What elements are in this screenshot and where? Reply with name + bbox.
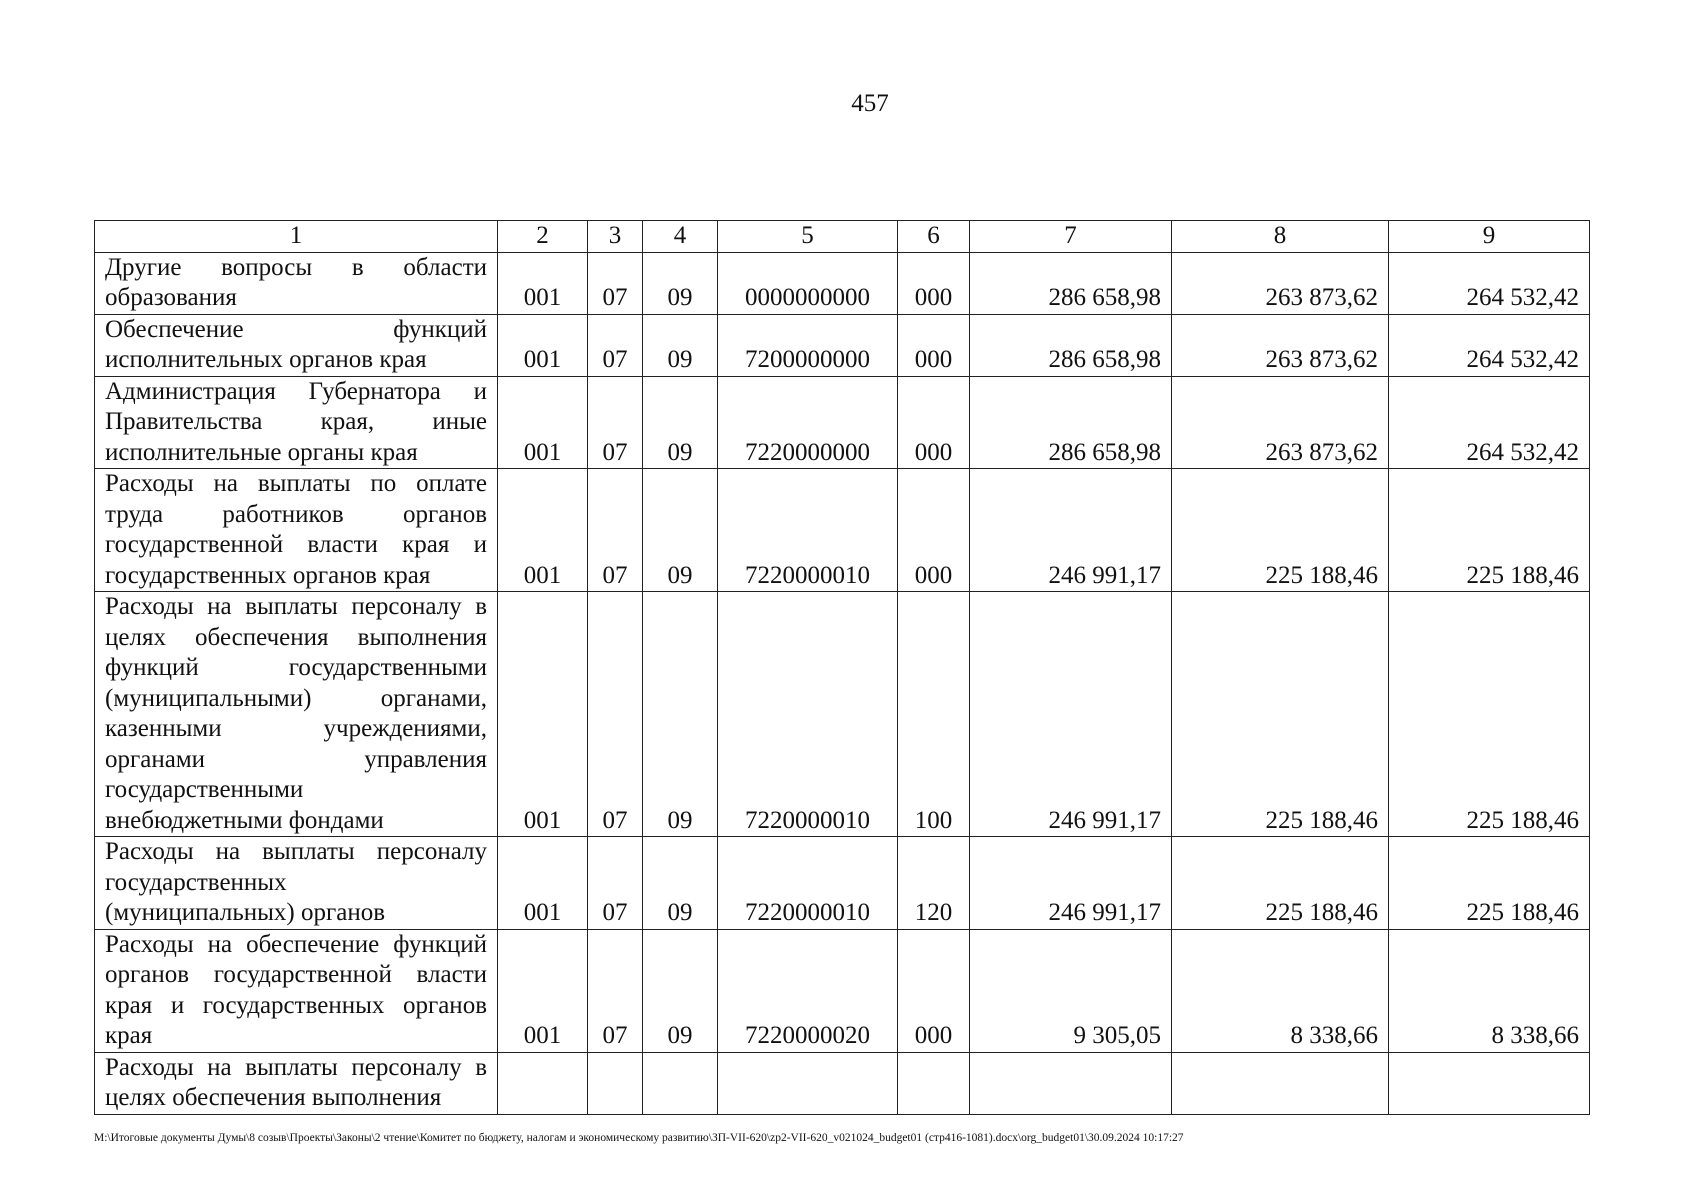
row-cell-col6: 000 [898, 252, 970, 314]
row-cell-col2: 001 [498, 929, 588, 1052]
row-cell-col7: 286 658,98 [970, 376, 1172, 469]
description-line: внебюджетными фондами [105, 806, 384, 834]
row-cell-col2: 001 [498, 314, 588, 376]
row-cell-col8: 263 873,62 [1172, 314, 1389, 376]
description-line: целях обеспечения выполнения [105, 1084, 442, 1111]
row-cell-col8: 263 873,62 [1172, 376, 1389, 469]
header-row [95, 221, 1590, 253]
description-line: (муниципальных) органов [105, 899, 386, 926]
description-line: образования [105, 284, 237, 311]
row-cell-col6: 000 [898, 376, 970, 469]
row-cell-col7: 246 991,17 [970, 837, 1172, 930]
row-description [95, 376, 498, 469]
description-line: Расходы на обеспечение функций [105, 930, 487, 958]
table-row [95, 1052, 1590, 1114]
row-cell-col5: 7220000010 [718, 837, 898, 930]
row-cell-col9: 225 188,46 [1389, 469, 1590, 592]
description-line: Другие вопросы в области [105, 253, 487, 281]
row-cell-col5: 7220000020 [718, 929, 898, 1052]
column-header: 8 [1172, 221, 1389, 253]
row-cell-col6: 000 [898, 929, 970, 1052]
table-row [95, 469, 1590, 592]
row-cell-col8: 263 873,62 [1172, 252, 1389, 314]
row-cell-col2: 001 [498, 252, 588, 314]
row-cell-col4: 09 [643, 469, 718, 592]
row-cell-col4: 09 [643, 929, 718, 1052]
row-cell-col4: 09 [643, 314, 718, 376]
row-cell-col9: 225 188,46 [1389, 837, 1590, 930]
row-cell-col8: 8 338,66 [1172, 929, 1389, 1052]
description-line: Расходы на выплаты по оплате [105, 470, 487, 497]
row-cell-col2 [498, 1052, 588, 1114]
row-cell-col4: 09 [643, 252, 718, 314]
row-description [95, 1052, 498, 1114]
row-cell-col2: 001 [498, 592, 588, 837]
row-description [95, 469, 498, 592]
description-line: Расходы на выплаты персоналу в [105, 593, 487, 620]
description-line: (муниципальными) органами, [105, 684, 487, 712]
column-header: 1 [95, 221, 498, 253]
column-header: 7 [970, 221, 1172, 253]
row-cell-col6: 000 [898, 314, 970, 376]
column-header: 6 [898, 221, 970, 253]
row-description [95, 929, 498, 1052]
table-row [95, 314, 1590, 376]
description-line: Обеспечение функций [105, 315, 487, 343]
table-row [95, 252, 1590, 314]
column-header: 9 [1389, 221, 1590, 253]
description-line: исполнительных органов края [105, 346, 427, 373]
description-line: казенными учреждениями, [105, 715, 487, 742]
row-cell-col6: 000 [898, 469, 970, 592]
table-body [95, 252, 1590, 1114]
description-line: функций государственными [105, 654, 487, 681]
budget-table [94, 220, 1590, 1115]
row-cell-col6 [898, 1052, 970, 1114]
column-header: 2 [498, 221, 588, 253]
row-cell-col7: 9 305,05 [970, 929, 1172, 1052]
row-cell-col9 [1389, 1052, 1590, 1114]
description-line: государственных органов края [105, 561, 431, 589]
row-cell-col5: 7220000000 [718, 376, 898, 469]
row-cell-col9: 264 532,42 [1389, 376, 1590, 469]
column-header: 5 [718, 221, 898, 253]
file-path-footer: М:\Итоговые документы Думы\8 созыв\Проекты\Законы\2 чтение\Комитет по бюджету, налогам и экономическому развитию\ЗП-VII-620\zp2-VII-620_v021024_budget01 (стр416-1081).docx\org_budget01\30.09.2024 10:17:27 [94, 1132, 1184, 1144]
table-row [95, 376, 1590, 469]
row-cell-col5: 7220000010 [718, 592, 898, 837]
row-cell-col2: 001 [498, 469, 588, 592]
description-line: государственной власти края и [105, 531, 487, 558]
description-line: государственных [105, 868, 287, 896]
row-cell-col9: 8 338,66 [1389, 929, 1590, 1052]
column-header: 4 [643, 221, 718, 253]
description-line: Расходы на выплаты персоналу [105, 838, 487, 865]
row-cell-col5: 7220000010 [718, 469, 898, 592]
row-cell-col3 [588, 1052, 643, 1114]
description-line: труда работников органов [105, 500, 487, 528]
row-cell-col3: 07 [588, 837, 643, 930]
table-row [95, 592, 1590, 837]
row-cell-col3: 07 [588, 929, 643, 1052]
row-cell-col9: 264 532,42 [1389, 252, 1590, 314]
page-number: 457 [851, 90, 889, 117]
row-cell-col5: 0000000000 [718, 252, 898, 314]
row-cell-col5 [718, 1052, 898, 1114]
description-line: государственными [105, 776, 304, 803]
table-row [95, 929, 1590, 1052]
description-line: исполнительные органы края [105, 438, 418, 466]
description-line: Администрация Губернатора и [105, 377, 487, 405]
row-cell-col4: 09 [643, 592, 718, 837]
description-line: органами управления [105, 745, 487, 773]
row-cell-col3: 07 [588, 469, 643, 592]
row-cell-col8 [1172, 1052, 1389, 1114]
row-cell-col7 [970, 1052, 1172, 1114]
row-cell-col3: 07 [588, 592, 643, 837]
row-cell-col6: 100 [898, 592, 970, 837]
row-cell-col7: 286 658,98 [970, 252, 1172, 314]
row-cell-col8: 225 188,46 [1172, 592, 1389, 837]
row-cell-col3: 07 [588, 314, 643, 376]
row-cell-col3: 07 [588, 376, 643, 469]
row-cell-col4: 09 [643, 837, 718, 930]
row-cell-col5: 7200000000 [718, 314, 898, 376]
description-line: Правительства края, иные [105, 408, 487, 435]
row-cell-col2: 001 [498, 837, 588, 930]
row-cell-col7: 286 658,98 [970, 314, 1172, 376]
row-cell-col2: 001 [498, 376, 588, 469]
row-cell-col9: 225 188,46 [1389, 592, 1590, 837]
description-line: целях обеспечения выполнения [105, 623, 487, 651]
description-line: Расходы на выплаты персоналу в [105, 1053, 487, 1081]
row-cell-col8: 225 188,46 [1172, 469, 1389, 592]
table-row [95, 837, 1590, 930]
row-cell-col7: 246 991,17 [970, 469, 1172, 592]
column-header: 3 [588, 221, 643, 253]
row-description [95, 837, 498, 930]
row-cell-col4: 09 [643, 376, 718, 469]
row-description [95, 592, 498, 837]
row-description [95, 314, 498, 376]
row-cell-col3: 07 [588, 252, 643, 314]
row-cell-col6: 120 [898, 837, 970, 930]
description-line: органов государственной власти [105, 961, 487, 988]
row-cell-col9: 264 532,42 [1389, 314, 1590, 376]
row-cell-col8: 225 188,46 [1172, 837, 1389, 930]
row-cell-col7: 246 991,17 [970, 592, 1172, 837]
row-description [95, 252, 498, 314]
description-line: края [105, 1022, 153, 1049]
row-cell-col4 [643, 1052, 718, 1114]
description-line: края и государственных органов [105, 991, 487, 1019]
